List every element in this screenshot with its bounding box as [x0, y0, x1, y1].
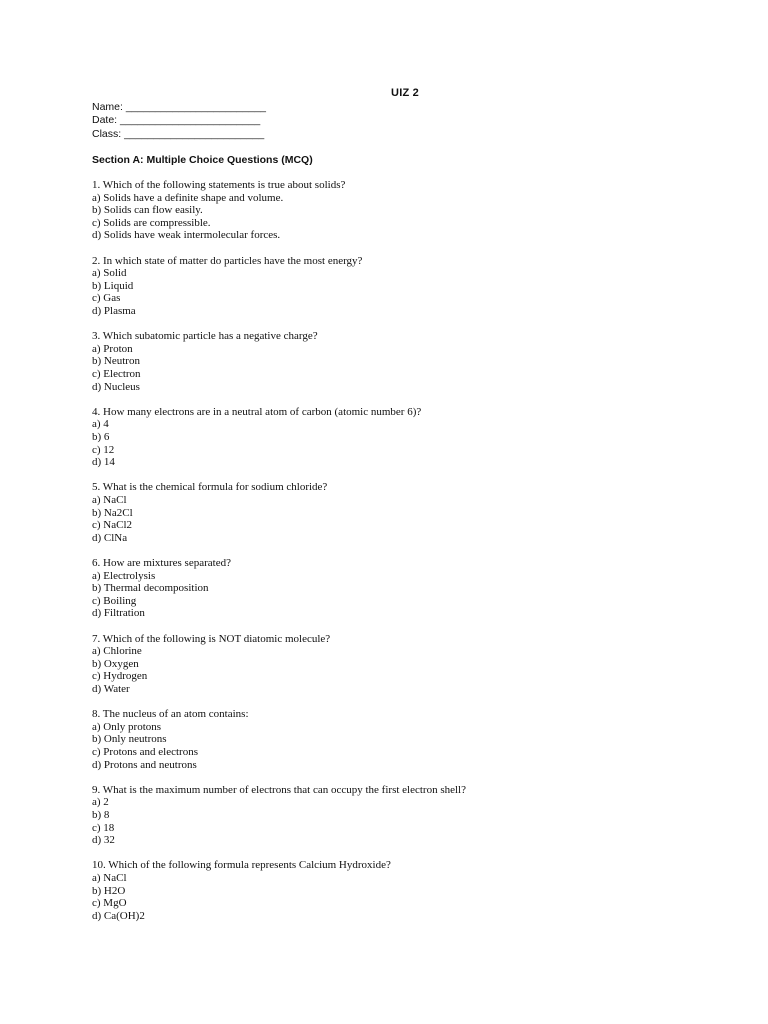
- option-c: c) Gas: [92, 292, 121, 305]
- option-c: c) Electron: [92, 367, 141, 380]
- option-a: a) 4: [92, 418, 109, 431]
- question-1: [92, 179, 466, 255]
- option-d: d) Solids have weak intermolecular forces.: [92, 229, 281, 242]
- option-d: d) Nucleus: [92, 380, 140, 393]
- question-text: 5. What is the chemical formula for sodium chloride?: [92, 481, 328, 494]
- option-d: d) ClNa: [92, 531, 128, 544]
- class-field: Class: ________________________: [92, 127, 265, 140]
- option-c: c) Protons and electrons: [92, 745, 198, 758]
- question-5: [92, 481, 466, 557]
- option-a: a) 2: [92, 796, 109, 809]
- question-10: [92, 859, 466, 935]
- question-text: 7. Which of the following is NOT diatomic molecule?: [92, 632, 331, 645]
- question-text: 10. Which of the following formula represents Calcium Hydroxide?: [92, 859, 391, 872]
- header-fields: [92, 101, 266, 141]
- option-d: d) 14: [92, 456, 115, 469]
- question-8: [92, 708, 466, 784]
- question-text: 1. Which of the following statements is true about solids?: [92, 179, 346, 191]
- option-a: a) Solids have a definite shape and volume.: [92, 191, 284, 204]
- question-9: [92, 784, 466, 860]
- option-b: b) 8: [92, 808, 110, 821]
- option-c: c) MgO: [92, 897, 127, 910]
- question-text: 6. How are mixtures separated?: [92, 556, 231, 569]
- question-text: 4. How many electrons are in a neutral atom of carbon (atomic number 6)?: [92, 405, 422, 418]
- section-title: Section A: Multiple Choice Questions (MCQ): [92, 154, 313, 166]
- option-a: a) Only protons: [92, 720, 162, 733]
- option-c: c) NaCl2: [92, 519, 133, 532]
- option-d: d) Plasma: [92, 304, 136, 317]
- option-c: c) Boiling: [92, 594, 137, 607]
- option-c: c) Solids are compressible.: [92, 216, 211, 229]
- question-6: [92, 557, 466, 633]
- option-b: b) Thermal decomposition: [92, 582, 209, 595]
- question-2: [92, 255, 466, 331]
- option-d: d) Water: [92, 682, 130, 695]
- option-b: b) 6: [92, 430, 110, 443]
- option-d: d) Protons and neutrons: [92, 758, 197, 771]
- option-c: c) 12: [92, 443, 115, 456]
- option-c: c) Hydrogen: [92, 670, 148, 683]
- option-d: d) 32: [92, 834, 115, 847]
- question-text: 9. What is the maximum number of electrons that can occupy the first electron shell?: [92, 783, 466, 796]
- option-b: b) Oxygen: [92, 657, 139, 670]
- question-7: [92, 633, 466, 709]
- option-b: b) Solids can flow easily.: [92, 204, 203, 217]
- option-b: b) Na2Cl: [92, 506, 133, 519]
- option-a: a) Chlorine: [92, 645, 142, 658]
- option-d: d) Filtration: [92, 607, 145, 620]
- page-title: UIZ 2: [391, 87, 419, 99]
- option-b: b) Only neutrons: [92, 733, 167, 746]
- option-b: b) H2O: [92, 884, 126, 897]
- question-4: [92, 406, 466, 482]
- name-field: Name: ________________________: [92, 101, 266, 113]
- question-text: 8. The nucleus of an atom contains:: [92, 708, 249, 721]
- option-b: b) Liquid: [92, 279, 134, 292]
- option-a: a) Electrolysis: [92, 569, 156, 582]
- date-field: Date: ________________________: [92, 114, 261, 127]
- option-a: a) Proton: [92, 342, 133, 355]
- question-text: 2. In which state of matter do particles have the most energy?: [92, 254, 363, 267]
- option-d: d) Ca(OH)2: [92, 909, 145, 922]
- option-c: c) 18: [92, 821, 115, 834]
- question-list: [92, 179, 466, 935]
- question-text: 3. Which subatomic particle has a negative charge?: [92, 330, 318, 343]
- question-3: [92, 330, 466, 406]
- option-a: a) NaCl: [92, 871, 127, 884]
- option-a: a) Solid: [92, 267, 127, 280]
- option-a: a) NaCl: [92, 493, 127, 506]
- option-b: b) Neutron: [92, 355, 140, 368]
